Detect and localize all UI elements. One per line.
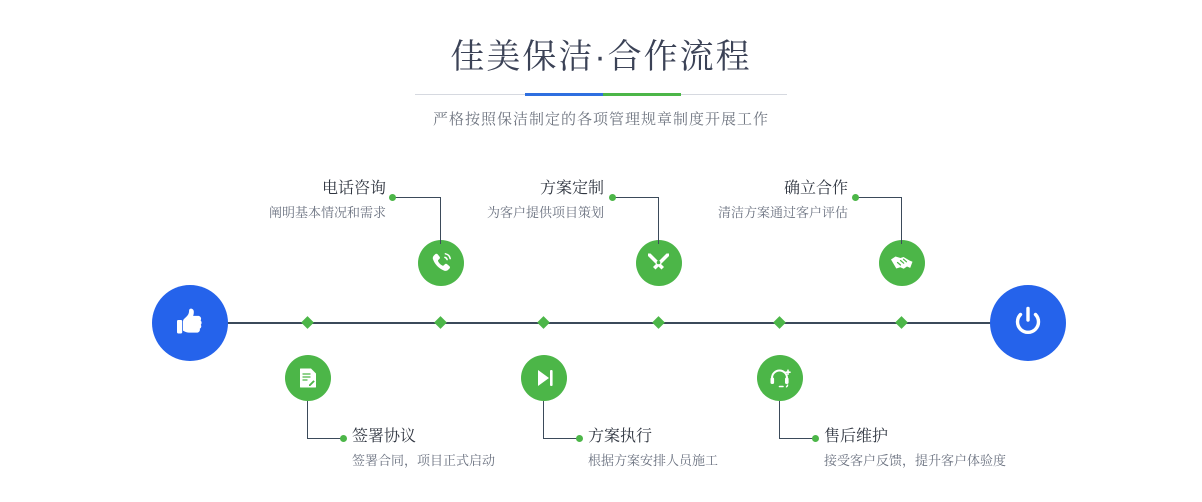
step-title-6: 售后维护: [824, 428, 889, 445]
divider-accent-green: [603, 93, 681, 96]
connector-3-vertical: [658, 197, 659, 244]
timeline-start-badge: [152, 285, 228, 361]
connector-5-horizontal: [855, 197, 902, 198]
connector-2-dot: [340, 435, 347, 442]
axis-marker-4: [537, 316, 550, 329]
step-desc-5: 清洁方案通过客户评估: [717, 205, 848, 220]
connector-6-horizontal: [779, 438, 815, 439]
step-node-5[interactable]: [879, 240, 925, 286]
timeline-end-badge: [990, 285, 1066, 361]
connector-2-horizontal: [307, 438, 343, 439]
step-title-3: 方案定制: [539, 180, 604, 197]
step-desc-3: 为客户提供项目策划: [486, 205, 604, 220]
thumbs-up-icon: [171, 304, 209, 342]
step-node-4[interactable]: [521, 355, 567, 401]
axis-marker-6: [773, 316, 786, 329]
connector-2-vertical: [307, 401, 308, 438]
phone-ring-icon: [428, 250, 454, 276]
step-title-1: 电话咨询: [321, 180, 386, 197]
header: [0, 34, 1202, 129]
step-desc-2: 签署合同，项目正式启动: [352, 453, 496, 468]
connector-5-dot: [852, 194, 859, 201]
connector-1-dot: [389, 194, 396, 201]
step-title-5: 确立合作: [783, 180, 848, 197]
step-label-2: [352, 426, 495, 471]
handshake-icon: [889, 250, 915, 276]
step-label-6: [824, 426, 1006, 471]
connector-3-horizontal: [612, 197, 659, 198]
play-next-icon: [532, 366, 556, 390]
connector-1-vertical: [440, 197, 441, 244]
axis-marker-2: [301, 316, 314, 329]
step-desc-4: 根据方案安排人员施工: [588, 453, 719, 468]
connector-5-vertical: [901, 197, 902, 244]
step-node-3[interactable]: [636, 240, 682, 286]
connector-4-vertical: [543, 401, 544, 438]
page-subtitle: 严格按照保洁制定的各项管理规章制度开展工作: [432, 111, 769, 128]
step-desc-6: 接受客户反馈，提升客户体验度: [824, 453, 1007, 468]
step-desc-1: 阐明基本情况和需求: [268, 205, 386, 220]
connector-4-dot: [576, 435, 583, 442]
step-node-6[interactable]: [757, 355, 803, 401]
axis-marker-5: [895, 316, 908, 329]
contract-pen-icon: [296, 366, 320, 390]
step-node-2[interactable]: [285, 355, 331, 401]
axis-marker-1: [434, 316, 447, 329]
connector-4-horizontal: [543, 438, 579, 439]
tools-cross-icon: [646, 250, 672, 276]
step-label-4: [588, 426, 718, 471]
step-title-2: 签署协议: [352, 428, 417, 445]
step-label-3: [460, 178, 604, 223]
connector-3-dot: [609, 194, 616, 201]
step-node-1[interactable]: [418, 240, 464, 286]
axis-marker-3: [652, 316, 665, 329]
connector-1-horizontal: [392, 197, 441, 198]
power-icon: [1008, 303, 1048, 343]
step-label-1: [254, 178, 386, 223]
headset-support-icon: [768, 366, 792, 390]
title-divider: [415, 93, 787, 96]
connector-6-vertical: [779, 401, 780, 438]
timeline: [0, 150, 1202, 502]
divider-accent-blue: [525, 93, 603, 96]
page-title: 佳美保洁·合作流程: [450, 38, 752, 76]
connector-6-dot: [812, 435, 819, 442]
step-title-4: 方案执行: [588, 428, 653, 445]
step-label-5: [704, 178, 848, 223]
